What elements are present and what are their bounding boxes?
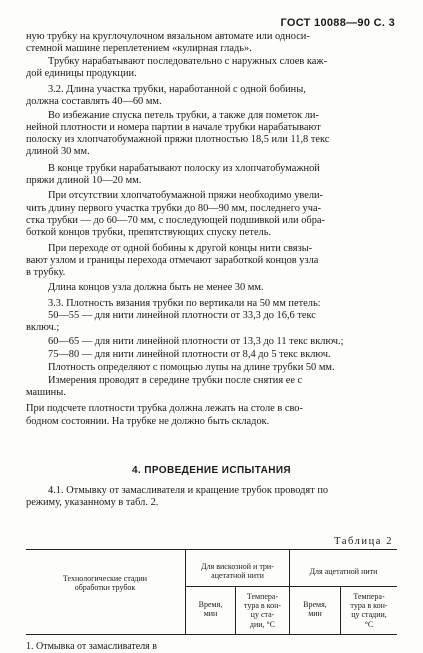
table-rule [185,586,397,587]
body-line: Длина концов узла должна быть не менее 30 мм. [48,282,264,293]
body-line: стемной машине переплетением «кулирная гладь». [26,43,252,54]
body-line: При отсутствии хлопчатобумажной пряжи необходимо увели- [48,190,324,201]
column-group-acetate: Для ацетатной нити [309,567,378,576]
body-line: полоску из хлопчатобумажной пряжи плотностью 18,5 или 11,8 текс [26,134,330,145]
body-line: бодном состоянии. На трубке не должно быть складок. [26,416,270,427]
body-line: включ.; [26,322,60,333]
body-line: Во избежание спуска петель трубки, а также для пометок ли- [48,110,319,121]
body-line: 3.2. Длина участка трубки, наработанной с одной бобины, [48,84,306,95]
body-line: 60—65 — для нити линейной плотности от 13,3 до 11 текс включ.; [48,336,344,347]
body-line: 3.3. Плотность вязания трубки по вертикали на 50 мм петель: [48,298,321,309]
column-group-viscose: Для вискозной и три- ацетатной нити [201,562,274,581]
body-line: длиной 30 мм. [26,146,90,157]
body-line: нейной плотности и номера партии в начале трубки нарабатывают [26,122,321,133]
body-line: ную трубку на круглочулочном вязальном автомате или односи- [26,31,310,42]
table-caption: Таблица 2 [334,536,393,547]
body-line: 75—80 — для нити линейной плотности от 8,4 до 5 текс включ. [48,349,331,360]
table-rule [289,549,290,635]
body-line: В конце трубки нарабатывают полоску из хлопчатобумажной [48,163,320,174]
column-header-time: Время, мин [303,600,327,619]
table-row-stage: 1. Отмывка от замасливателя в [26,641,158,652]
body-line: боткой концов трубки, препятствующих спуску петель. [26,227,272,238]
body-line: вают узлом и границы перехода отмечают заработкой концов узла [26,255,319,266]
body-line: должна составлять 40—60 мм. [26,96,162,107]
column-header-time: Время, мин [198,600,223,619]
column-header-temperature: Темпера- тура в кон- цу стадии, °С [350,592,388,629]
table-rule [26,634,397,635]
body-line: машины. [26,387,66,398]
body-line: 50—55 — для нити линейной плотности от 33,3 до 16,6 текс [48,310,316,321]
gost-page-header: ГОСТ 10088—90 С. 3 [280,17,395,29]
body-line: Трубку нарабатывают последовательно с наружных слоев каж- [48,56,328,67]
body-line: При подсчете плотности трубка должна лежать на столе в сво- [26,403,303,414]
table-rule [26,549,397,550]
column-header-stage: Технологические стадии обработки трубок [62,574,148,593]
body-line: дой единицы продукции. [26,68,137,79]
body-line: 4.1. Отмывку от замасливателя и кращение трубок проводят по [48,485,329,496]
body-line: стка трубки — до 60—70 мм, с последующей подшивкой или обра- [26,215,325,226]
section-heading: 4. ПРОВЕДЕНИЕ ИСПЫТАНИЯ [131,465,292,476]
body-line: в трубку. [26,267,66,278]
body-line: чить длину первого участка трубки до 80—90 мм, последнего уча- [26,203,322,214]
body-line: режиму, указанному в табл. 2. [26,497,159,508]
body-line: При переходе от одной бобины к другой концы нити связы- [48,243,313,254]
body-line: пряжи длиной 10—20 мм. [26,175,142,186]
column-header-temperature: Темпера- тура в кон- цу ста- дии, °С [243,592,282,629]
body-line: Плотность определяют с помощью лупы на длине трубки 50 мм. [48,362,335,373]
body-line: Измерения проводят в середине трубки после снятия ее с [48,375,303,386]
